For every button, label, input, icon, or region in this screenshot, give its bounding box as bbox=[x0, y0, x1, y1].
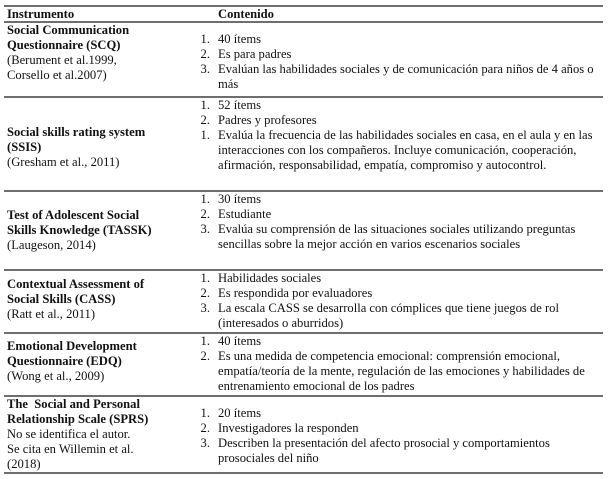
instrument-name: The Social and Personal bbox=[7, 397, 140, 411]
instrument-cell bbox=[7, 277, 192, 322]
content-list bbox=[196, 32, 601, 92]
instrument-citation: (Wong et al., 2009) bbox=[7, 369, 105, 383]
content-item: 2. Es respondida por evaluadores bbox=[200, 286, 373, 300]
content-item: 2. Es una medida de competencia emocional: comprensión emocional, empatía/teoría de la mente, regulación de las emociones y habilidades de entrenamiento emocional de los padres bbox=[200, 349, 585, 393]
instrument-cell bbox=[7, 125, 192, 170]
instrument-name: Emotional Development bbox=[7, 339, 137, 353]
instrument-cell bbox=[7, 339, 192, 384]
content-item: 3. Describen la presentación del afecto prosocial y comportamientos prosociales del niño bbox=[200, 436, 550, 465]
instrument-name: Social skills rating system bbox=[7, 125, 146, 139]
instrument-name: Test of Adolescent Social bbox=[7, 208, 140, 222]
table-bottom-rule bbox=[4, 472, 603, 474]
content-list bbox=[196, 334, 601, 394]
instrument-name: Contextual Assessment of bbox=[7, 277, 145, 291]
content-item: 3. Evalúa su comprensión de las situaciones sociales utilizando preguntas sencillas sobre la mejor acción en varios escenarios sociales bbox=[200, 222, 576, 251]
content-item: 1. Evalúa la frecuencia de las habilidades sociales en casa, en el aula y en las interacciones con los compañeros. Incluye comunicación, cooperación, afirmación, responsabilidad, empatía, compromiso y autocontrol. bbox=[200, 128, 593, 172]
content-item: 1. 30 ítems bbox=[200, 192, 262, 206]
content-item: 3. Evalúan las habilidades sociales y de comunicación para niños de 4 años o más bbox=[200, 62, 594, 91]
content-item: 2. Es para padres bbox=[200, 47, 292, 61]
instrument-name: Social Communication bbox=[7, 23, 130, 37]
content-item: 2. Estudiante bbox=[200, 207, 272, 221]
content-list bbox=[196, 192, 601, 252]
instrument-name: Questionnaire (SCQ) bbox=[7, 38, 121, 52]
instrument-cell bbox=[7, 397, 192, 472]
header-contenido: Contenido bbox=[218, 7, 274, 21]
content-item: 2. Investigadores la responden bbox=[200, 421, 359, 435]
content-item: 1. 40 ítems bbox=[200, 334, 262, 348]
content-item: 1. Habilidades sociales bbox=[200, 271, 322, 285]
instrument-name: Questionnaire (EDQ) bbox=[7, 354, 122, 368]
instrument-citation: Corsello et al.2007) bbox=[7, 68, 107, 82]
content-item: 1. 40 ítems bbox=[200, 32, 262, 46]
table-header bbox=[4, 7, 603, 21]
instrument-citation: Se cita en Willemin et al. bbox=[7, 442, 134, 456]
instrument-name: Skills Knowledge (TASSK) bbox=[7, 223, 152, 237]
content-list bbox=[196, 271, 601, 331]
header-instrumento: Instrumento bbox=[7, 7, 75, 21]
instrument-citation: No se identifica el autor. bbox=[7, 427, 131, 441]
instrument-name: Social Skills (CASS) bbox=[7, 292, 116, 306]
instrument-name: (SSIS) bbox=[7, 140, 42, 154]
instrument-citation: (2018) bbox=[7, 457, 41, 471]
content-item: 2. Padres y profesores bbox=[200, 113, 317, 127]
instrument-citation: (Laugeson, 2014) bbox=[7, 238, 96, 252]
instrument-cell bbox=[7, 23, 192, 83]
content-item: 3. La escala CASS se desarrolla con cómplices que tiene juegos de rol (interesados o aburridos) bbox=[200, 301, 559, 330]
content-list bbox=[196, 98, 601, 173]
content-item: 1. 20 ítems bbox=[200, 406, 262, 420]
instrument-name: Relationship Scale (SPRS) bbox=[7, 412, 149, 426]
instrument-citation: (Berument et al.1999, bbox=[7, 53, 117, 67]
content-list bbox=[196, 406, 601, 466]
instrument-citation: (Ratt et al., 2011) bbox=[7, 307, 96, 321]
content-item: 1. 52 ítems bbox=[200, 98, 262, 112]
instrument-citation: (Gresham et al., 2011) bbox=[7, 155, 120, 169]
instrument-cell bbox=[7, 208, 192, 253]
